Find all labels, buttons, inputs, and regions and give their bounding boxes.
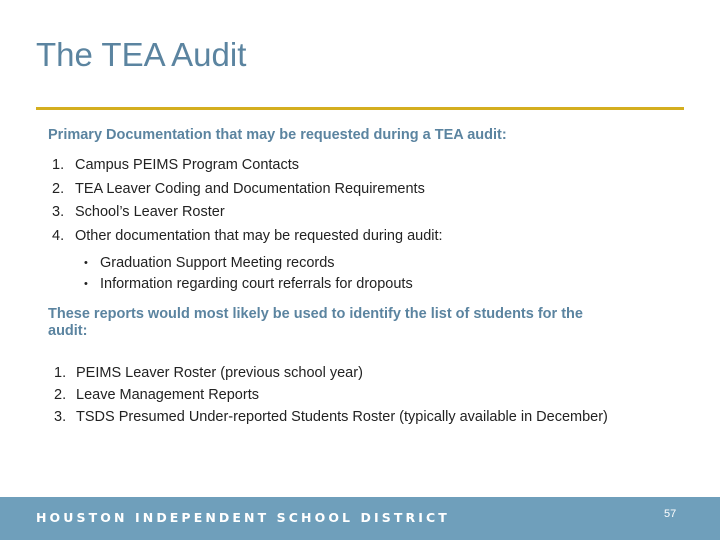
bullet-icon: •	[84, 278, 88, 290]
page-number: 57	[664, 508, 677, 520]
list-text: Campus PEIMS Program Contacts	[75, 157, 300, 173]
list-item	[52, 155, 443, 179]
list-number: 3.	[54, 409, 67, 425]
list-text: Other documentation that may be requested during audit:	[75, 227, 443, 244]
list-item	[52, 226, 443, 250]
list-number: 1.	[54, 365, 67, 381]
other-documentation-bullets	[84, 253, 413, 295]
bullet-text: Information regarding court referrals for dropouts	[100, 276, 413, 292]
list-text: TEA Leaver Coding and Documentation Requirements	[75, 180, 425, 197]
list-number: 1.	[52, 157, 65, 173]
list-item	[52, 202, 443, 226]
bullet-icon: •	[84, 257, 88, 269]
bullet-text: Graduation Support Meeting records	[100, 255, 335, 271]
list-number: 4.	[52, 227, 65, 244]
list-text: Leave Management Reports	[76, 387, 259, 403]
slide-title: The TEA Audit	[36, 36, 247, 73]
list-text: School’s Leaver Roster	[75, 204, 225, 220]
list-item	[54, 385, 608, 407]
list-item	[52, 179, 443, 203]
organization-name: HOUSTON INDEPENDENT SCHOOL DISTRICT	[36, 510, 450, 525]
list-item	[54, 407, 608, 429]
reports-list	[54, 363, 608, 429]
list-text: TSDS Presumed Under-reported Students Roster (typically available in December)	[76, 409, 608, 425]
list-number: 2.	[52, 180, 65, 197]
list-item	[54, 363, 608, 385]
reports-paragraph: These reports would most likely be used to identify the list of students for the audit:	[48, 306, 583, 339]
footer-bar	[0, 497, 720, 540]
bullet-item	[84, 253, 413, 274]
bullet-item	[84, 274, 413, 295]
documentation-list	[52, 155, 443, 249]
section-heading: Primary Documentation that may be requested during a TEA audit:	[48, 127, 507, 143]
title-divider	[36, 107, 684, 110]
list-text: PEIMS Leaver Roster (previous school year)	[76, 365, 363, 381]
list-number: 3.	[52, 204, 65, 220]
list-number: 2.	[54, 387, 67, 403]
